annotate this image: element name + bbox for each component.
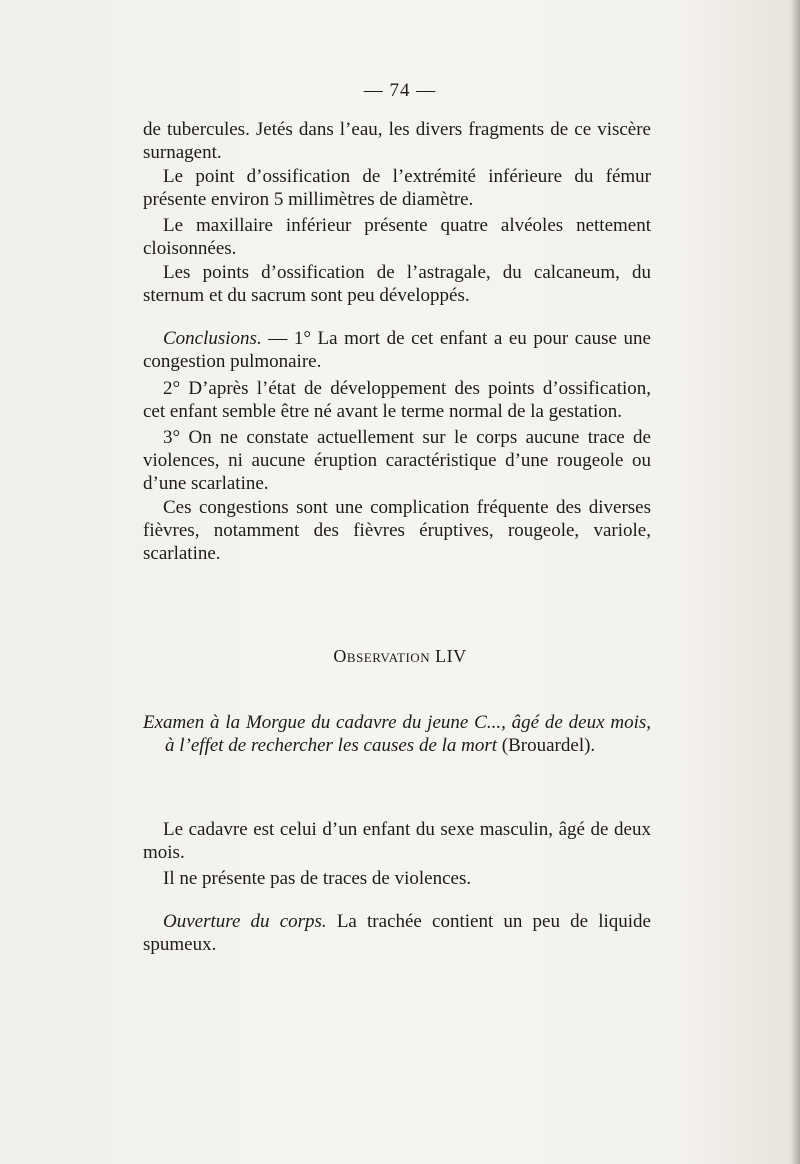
conclusion-3: 3° On ne constate actuellement sur le corps aucune trace de violences, ni aucune éruption caractéristique d’une rougeole ou d’une scarlatine. (143, 427, 651, 494)
paragraph-ouverture (143, 910, 651, 956)
exam-italic: Examen à la Morgue du cadavre du jeune C..., âgé de deux mois, à l’effet de rechercher les causes de la mort (143, 712, 651, 756)
exam-author: (Brouardel). (497, 735, 596, 756)
conclusions-paragraph (143, 327, 651, 373)
paragraph-violences: Il ne présente pas de traces de violences. (163, 868, 472, 889)
paragraph-tubercules: de tubercules. Jetés dans l’eau, les divers fragments de ce viscère surnagent. (143, 119, 651, 163)
observation-subtitle (143, 711, 651, 757)
observation-title: Observation LIV (333, 646, 467, 666)
paragraph-ossification: Les points d’ossification de l’astragale, du calcaneum, du sternum et du sacrum sont peu développés. (143, 262, 651, 306)
paragraph-femur: Le point d’ossification de l’extrémité inférieure du fémur présente environ 5 millimètres de diamètre. (143, 166, 651, 210)
conclusion-note: Ces congestions sont une complication fréquente des diverses fièvres, notamment des fièvres éruptives, rougeole, variole, scarlatine. (143, 497, 651, 564)
ouverture-label: Ouverture du corps. (163, 911, 327, 932)
paragraph-maxillaire: Le maxillaire inférieur présente quatre alvéoles nettement cloisonnées. (143, 215, 651, 259)
conclusion-1: — 1° La mort de cet enfant a eu pour cause une congestion pulmonaire. (143, 328, 651, 372)
paragraph-cadavre: Le cadavre est celui d’un enfant du sexe masculin, âgé de deux mois. (143, 819, 651, 863)
conclusion-2: 2° D’après l’état de développement des points d’ossification, cet enfant semble être né avant le terme normal de la gestation. (143, 378, 651, 422)
conclusions-label: Conclusions. (163, 328, 262, 349)
page-edge-shadow (790, 0, 800, 1164)
page-number: — 74 — (363, 80, 437, 101)
ouverture-text: La trachée contient un peu de liquide spumeux. (143, 911, 651, 955)
